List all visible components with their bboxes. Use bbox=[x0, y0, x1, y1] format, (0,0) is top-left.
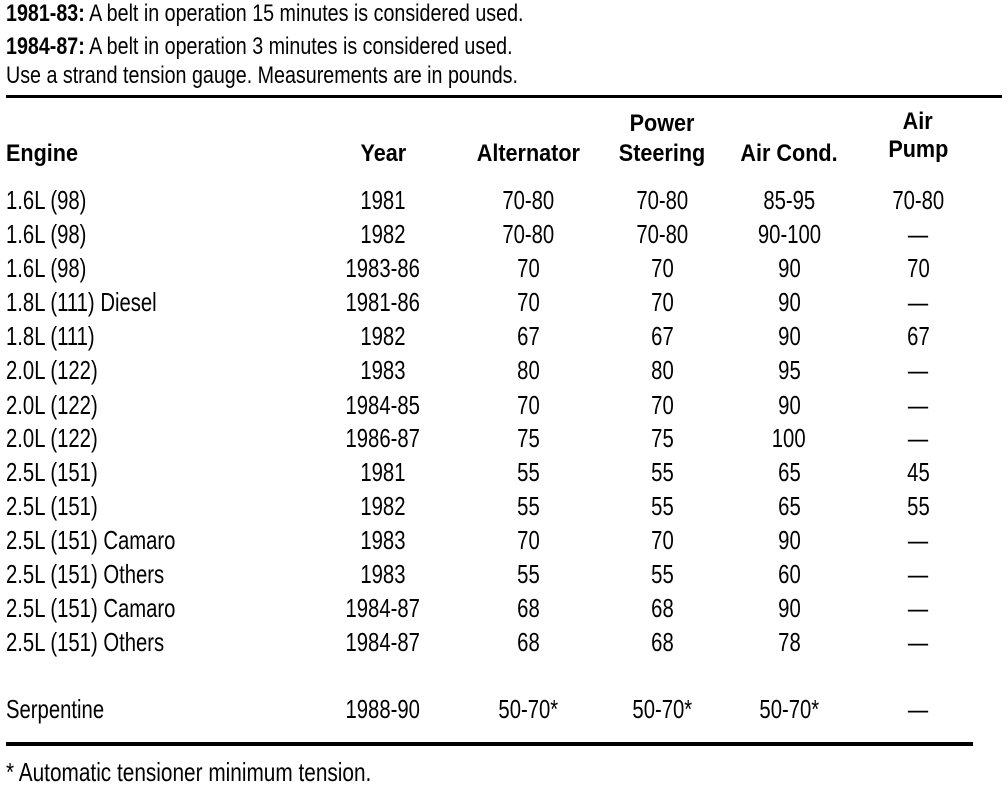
cell-year: 1988-90 bbox=[345, 694, 421, 724]
cell-engine: 1.8L (111) bbox=[6, 321, 95, 351]
cell-air-cond: 85-95 bbox=[763, 185, 815, 215]
cell-alternator: 70 bbox=[516, 287, 540, 317]
cell-power-steering: 55 bbox=[650, 559, 674, 589]
table-bottom-rule bbox=[6, 742, 973, 746]
cell-air-pump: — bbox=[907, 423, 929, 453]
note-1984-87-label: 1984-87: bbox=[6, 33, 85, 60]
cell-engine: 2.5L (151) Camaro bbox=[6, 525, 176, 555]
cell-engine: 2.5L (151) Others bbox=[6, 559, 165, 589]
cell-engine: 1.6L (98) bbox=[6, 219, 87, 249]
cell-year: 1981 bbox=[360, 185, 406, 215]
table-row bbox=[0, 319, 1008, 353]
cell-power-steering: 70 bbox=[650, 253, 674, 283]
cell-air-pump: — bbox=[907, 355, 929, 385]
table-row bbox=[0, 183, 1008, 217]
cell-air-pump: 70 bbox=[906, 253, 930, 283]
cell-power-steering: 70 bbox=[650, 287, 674, 317]
header-pump: Pump bbox=[887, 136, 948, 163]
cell-power-steering: 68 bbox=[650, 593, 674, 623]
cell-air-pump: 70-80 bbox=[892, 185, 944, 215]
cell-alternator: 68 bbox=[516, 627, 540, 657]
cell-engine: 1.8L (111) Diesel bbox=[6, 287, 157, 317]
cell-power-steering: 55 bbox=[650, 491, 674, 521]
cell-air-cond: 90 bbox=[777, 593, 801, 623]
table-row bbox=[0, 523, 1008, 557]
header-steering: Steering bbox=[618, 140, 706, 167]
table-row bbox=[0, 455, 1008, 489]
cell-air-cond: 65 bbox=[777, 457, 801, 487]
cell-air-cond: 90-100 bbox=[757, 219, 821, 249]
cell-air-pump: — bbox=[907, 525, 929, 555]
cell-power-steering: 75 bbox=[650, 423, 674, 453]
cell-year: 1982 bbox=[360, 321, 406, 351]
table-row bbox=[0, 421, 1008, 455]
table-row bbox=[0, 285, 1008, 319]
cell-engine: 2.0L (122) bbox=[6, 355, 98, 385]
cell-alternator: 68 bbox=[516, 593, 540, 623]
header-power: Power bbox=[629, 110, 695, 137]
footnote: * Automatic tensioner minimum tension. bbox=[6, 757, 372, 787]
cell-year: 1986-87 bbox=[345, 423, 421, 453]
cell-air-pump: — bbox=[907, 694, 929, 724]
cell-air-cond: 90 bbox=[777, 287, 801, 317]
header-engine: Engine bbox=[6, 140, 79, 167]
cell-air-cond: 60 bbox=[777, 559, 801, 589]
note-1981-83-label: 1981-83: bbox=[6, 0, 85, 27]
cell-alternator: 75 bbox=[516, 423, 540, 453]
cell-air-cond: 65 bbox=[777, 491, 801, 521]
cell-engine: Serpentine bbox=[6, 694, 105, 724]
table-row bbox=[0, 217, 1008, 251]
note-gauge-text: Use a strand tension gauge. Measurements are in pounds. bbox=[6, 62, 518, 89]
cell-engine: 2.5L (151) Others bbox=[6, 627, 165, 657]
table-row bbox=[0, 353, 1008, 387]
cell-air-cond: 90 bbox=[777, 390, 801, 420]
cell-air-cond: 95 bbox=[777, 355, 801, 385]
cell-air-cond: 100 bbox=[772, 423, 806, 453]
cell-air-pump: — bbox=[907, 593, 929, 623]
note-1981-83 bbox=[6, 0, 523, 28]
table-top-rule bbox=[6, 95, 1002, 98]
cell-air-cond: 90 bbox=[777, 321, 801, 351]
table-row bbox=[0, 388, 1008, 422]
note-1984-87-text: A belt in operation 3 minutes is considered used. bbox=[84, 33, 513, 60]
cell-year: 1981 bbox=[360, 457, 406, 487]
cell-year: 1981-86 bbox=[345, 287, 421, 317]
cell-year: 1983 bbox=[360, 525, 406, 555]
cell-alternator: 67 bbox=[516, 321, 540, 351]
cell-air-cond: 90 bbox=[777, 253, 801, 283]
cell-air-cond: 78 bbox=[777, 627, 801, 657]
cell-power-steering: 55 bbox=[650, 457, 674, 487]
cell-air-pump: — bbox=[907, 219, 929, 249]
cell-year: 1983 bbox=[360, 559, 406, 589]
cell-alternator: 70 bbox=[516, 253, 540, 283]
table-row-serpentine bbox=[0, 692, 1008, 726]
header-air-cond: Air Cond. bbox=[740, 140, 838, 167]
cell-air-pump: 67 bbox=[906, 321, 930, 351]
table-row bbox=[0, 557, 1008, 591]
cell-year: 1983-86 bbox=[345, 253, 421, 283]
header-air: Air bbox=[902, 108, 934, 135]
cell-engine: 1.6L (98) bbox=[6, 185, 87, 215]
cell-year: 1984-85 bbox=[345, 390, 421, 420]
cell-air-cond: 90 bbox=[777, 525, 801, 555]
cell-year: 1984-87 bbox=[345, 593, 421, 623]
header-alternator: Alternator bbox=[476, 140, 580, 167]
cell-alternator: 70-80 bbox=[502, 185, 554, 215]
cell-alternator: 50-70* bbox=[498, 694, 558, 724]
cell-year: 1984-87 bbox=[345, 627, 421, 657]
table-row bbox=[0, 591, 1008, 625]
cell-engine: 2.5L (151) Camaro bbox=[6, 593, 176, 623]
cell-power-steering: 68 bbox=[650, 627, 674, 657]
cell-power-steering: 80 bbox=[650, 355, 674, 385]
cell-engine: 2.5L (151) bbox=[6, 491, 98, 521]
cell-air-pump: 55 bbox=[906, 491, 930, 521]
table-row bbox=[0, 625, 1008, 659]
cell-alternator: 70 bbox=[516, 390, 540, 420]
cell-engine: 2.0L (122) bbox=[6, 390, 98, 420]
header-year: Year bbox=[360, 140, 406, 167]
cell-power-steering: 70-80 bbox=[636, 185, 688, 215]
cell-year: 1982 bbox=[360, 219, 406, 249]
cell-engine: 2.5L (151) bbox=[6, 457, 98, 487]
cell-engine: 2.0L (122) bbox=[6, 423, 98, 453]
cell-engine: 1.6L (98) bbox=[6, 253, 87, 283]
cell-air-pump: — bbox=[907, 390, 929, 420]
table-row bbox=[0, 251, 1008, 285]
cell-alternator: 55 bbox=[516, 491, 540, 521]
cell-alternator: 70 bbox=[516, 525, 540, 555]
cell-power-steering: 50-70* bbox=[632, 694, 692, 724]
cell-power-steering: 70-80 bbox=[636, 219, 688, 249]
cell-year: 1983 bbox=[360, 355, 406, 385]
cell-air-pump: — bbox=[907, 559, 929, 589]
note-gauge bbox=[6, 62, 518, 90]
table-row bbox=[0, 489, 1008, 523]
note-1984-87 bbox=[6, 33, 513, 61]
note-1981-83-text: A belt in operation 15 minutes is considered used. bbox=[84, 0, 524, 27]
cell-air-pump: — bbox=[907, 287, 929, 317]
cell-alternator: 80 bbox=[516, 355, 540, 385]
cell-alternator: 55 bbox=[516, 457, 540, 487]
cell-air-cond: 50-70* bbox=[759, 694, 819, 724]
cell-power-steering: 70 bbox=[650, 390, 674, 420]
cell-year: 1982 bbox=[360, 491, 406, 521]
cell-alternator: 55 bbox=[516, 559, 540, 589]
cell-alternator: 70-80 bbox=[502, 219, 554, 249]
cell-air-pump: — bbox=[907, 627, 929, 657]
cell-air-pump: 45 bbox=[906, 457, 930, 487]
cell-power-steering: 70 bbox=[650, 525, 674, 555]
cell-power-steering: 67 bbox=[650, 321, 674, 351]
